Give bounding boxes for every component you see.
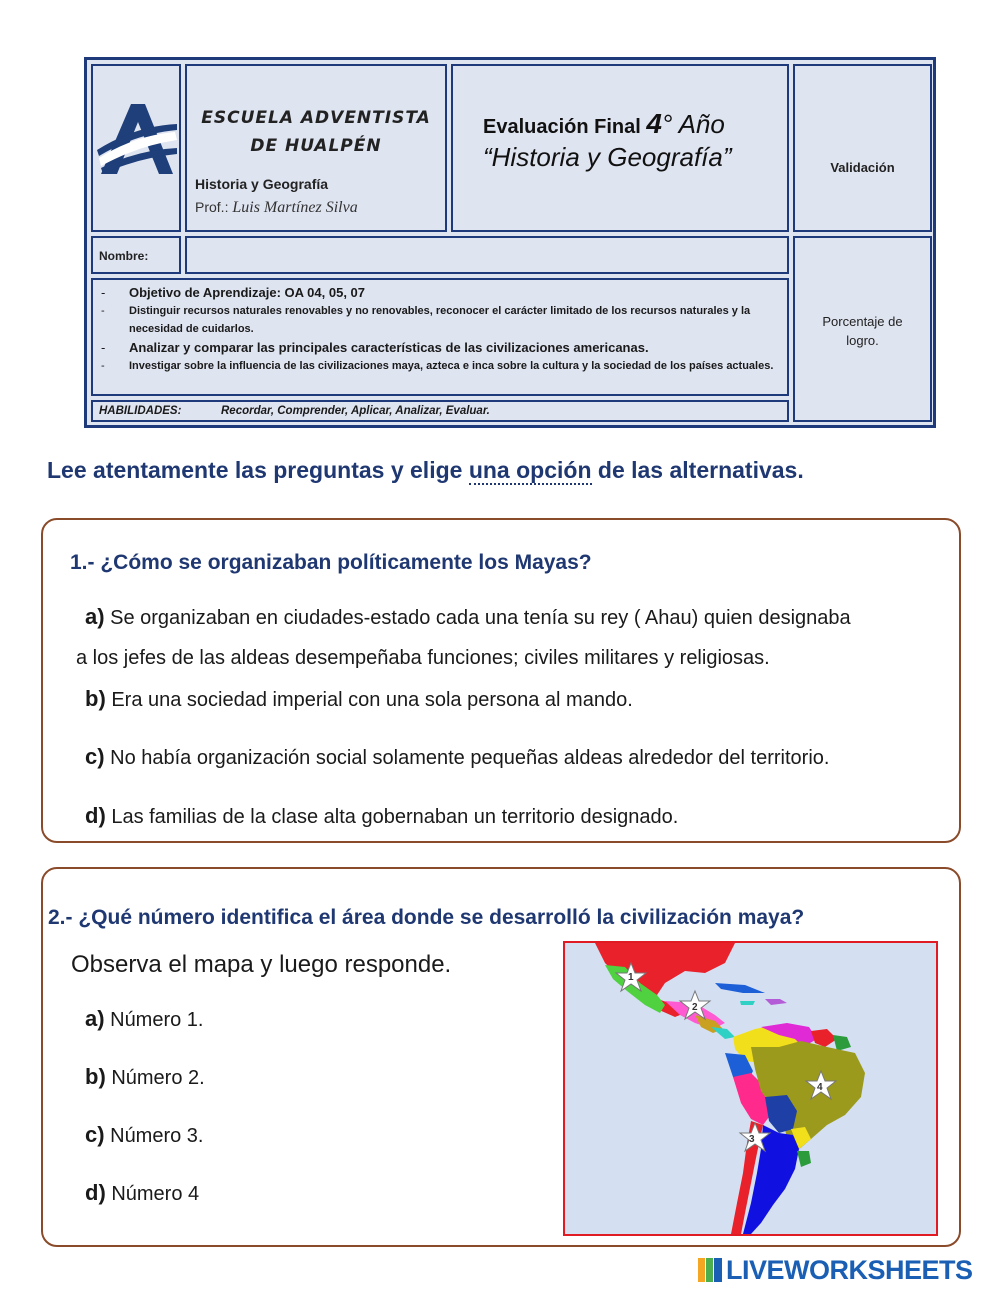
school-logo-cell: [91, 64, 181, 232]
objective-item: - Investigar sobre la influencia de las civilizaciones maya, azteca e inca sobre la cultura y la sociedad de los países actuales.: [99, 357, 783, 375]
question-2-option-a[interactable]: a) Número 1.: [85, 1006, 204, 1031]
map-graphic: [565, 943, 936, 1234]
evaluation-title-cell: [451, 64, 789, 232]
skills-value: Recordar, Comprender, Aplicar, Analizar, Evaluar.: [221, 405, 490, 417]
skills-label: HABILIDADES:: [99, 405, 182, 417]
question-1-title: 1.- ¿Cómo se organizaban políticamente los Mayas?: [70, 551, 592, 574]
instruction: Lee atentamente las preguntas y elige una opción de las alternativas.: [47, 457, 804, 483]
svg-text:2: 2: [692, 1002, 698, 1013]
objectives-list: [99, 283, 783, 375]
professor: Prof.: Luis Martínez Silva: [195, 199, 358, 216]
footer-brand-name: LIVEWORKSHEETS: [726, 1255, 973, 1285]
name-label: Nombre:: [99, 249, 149, 263]
validation-label: Validación: [830, 160, 895, 175]
name-label-cell: [91, 236, 181, 274]
validation-cell: [793, 64, 932, 232]
question-1-option-a[interactable]: a) Se organizaban en ciudades-estado cada una tenía su rey ( Ahau) quien designaba: [85, 604, 851, 629]
name-field[interactable]: [185, 236, 789, 274]
latin-america-map: [563, 941, 938, 1236]
question-1-box: [41, 518, 961, 843]
evaluation-title: Evaluación Final 4° Año: [483, 108, 725, 139]
instruction-emphasis: una opción: [468, 457, 592, 483]
school-logo-icon: [93, 66, 179, 230]
school-info-cell: [185, 64, 447, 232]
liveworksheets-logo-icon: [698, 1258, 722, 1282]
question-2-title: 2.- ¿Qué número identifica el área donde se desarrolló la civilización maya?: [48, 906, 805, 929]
question-2-option-d[interactable]: d) Número 4: [85, 1180, 200, 1205]
svg-text:4: 4: [817, 1082, 823, 1093]
question-2-option-c[interactable]: c) Número 3.: [85, 1122, 204, 1147]
subject-label: Historia y Geografía: [195, 176, 329, 192]
percentage-label: Porcentaje de logro.: [822, 314, 903, 348]
svg-text:1: 1: [628, 972, 634, 983]
header-table: [84, 57, 936, 428]
question-1-option-a-continuation: a los jefes de las aldeas desempeñaba funciones; civiles militares y religiosas.: [76, 647, 770, 669]
objective-item: - Objetivo de Aprendizaje: OA 04, 05, 07: [99, 283, 783, 302]
objective-item: - Analizar y comparar las principales características de las civilizaciones americanas.: [99, 338, 783, 357]
question-1-option-b[interactable]: b) Era una sociedad imperial con una sola persona al mando.: [85, 686, 633, 711]
objective-item: - Distinguir recursos naturales renovables y no renovables, reconocer el carácter limitado de los recursos naturales y la necesidad de cuidarlos.: [99, 302, 783, 338]
skills-cell: [91, 400, 789, 422]
question-1-option-c[interactable]: c) No había organización social solamente pequeñas aldeas alrededor del territorio.: [85, 744, 830, 769]
percentage-cell: [793, 236, 932, 422]
objectives-cell: [91, 278, 789, 396]
school-name: ESCUELA ADVENTISTA DE HUALPÉN: [201, 108, 431, 156]
question-1-option-d[interactable]: d) Las familias de la clase alta gobernaban un territorio designado.: [85, 803, 679, 828]
svg-text:3: 3: [749, 1134, 755, 1145]
question-2-prompt: Observa el mapa y luego responde.: [71, 951, 452, 978]
evaluation-subject: “Historia y Geografía”: [483, 142, 732, 172]
question-2-option-b[interactable]: b) Número 2.: [85, 1064, 205, 1089]
